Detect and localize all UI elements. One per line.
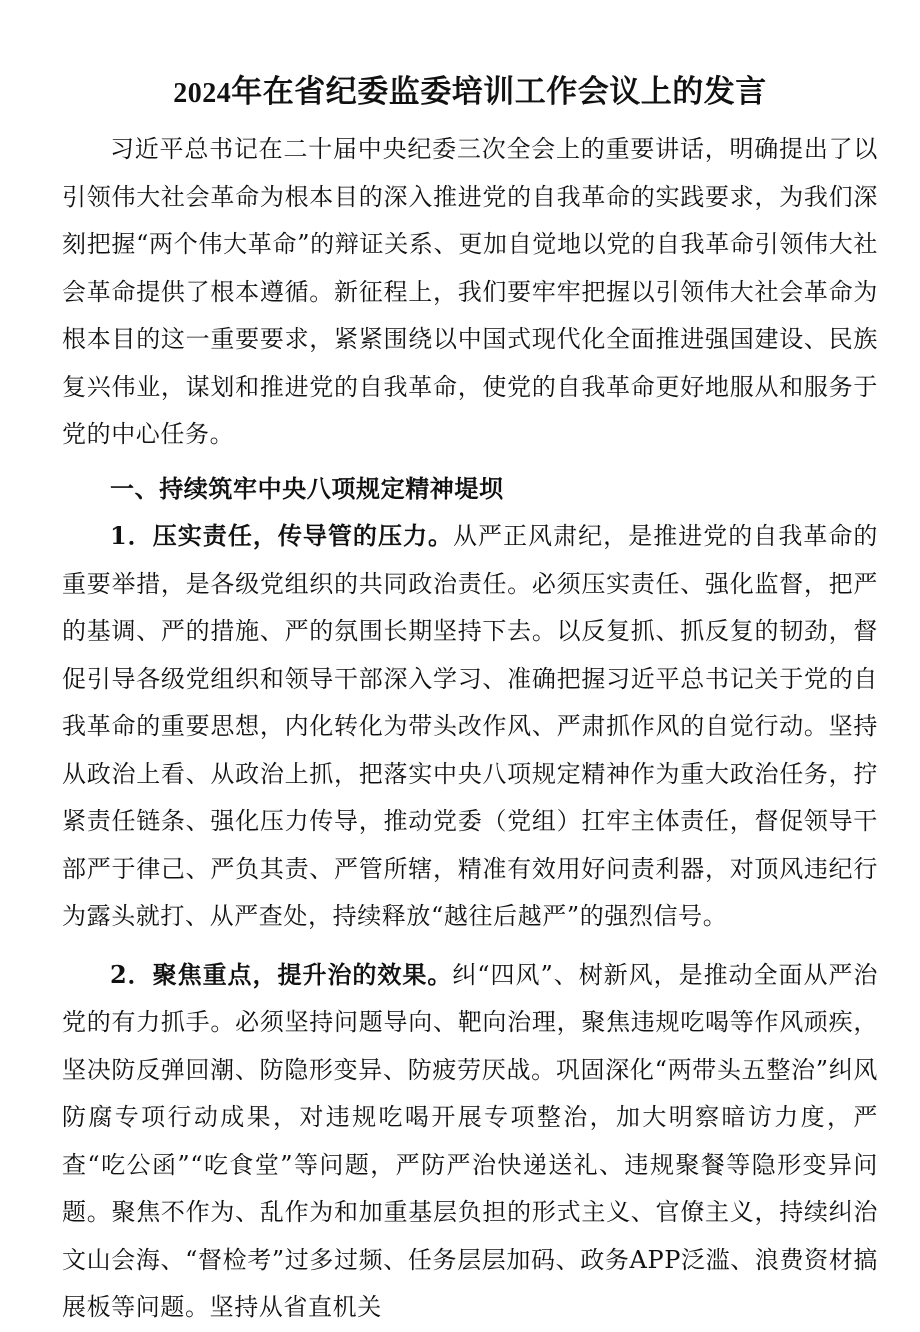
item-body-1: 从严正风肃纪，是推进党的自我革命的重要举措，是各级党组织的共同政治责任。必须压实责任、强化监督，把严的基调、严的措施、严的氛围长期坚持下去。以反复抓、抓反复的韧劲，督促引导各级党组织和领导干部深入学习、准确把握习近平总书记关于党的自我革命的重要思想，内化转化为带头改作风、严肃抓作风的自觉行动。坚持从政治上看、从政治上抓，把落实中央八项规定精神作为重大政治任务，拧紧责任链条、强化压力传导，推动党委（党组）扛牢主体责任，督促领导干部严于律己、严负其责、严管所辖，精准有效用好问责利器，对顶风违纪行为露头就打、从严查处，持续释放“越往后越严”的强烈信号。 bbox=[62, 522, 878, 930]
item-lead-1: 1．压实责任，传导管的压力。 bbox=[110, 521, 454, 550]
title-text: 年在省纪委监委培训工作会议上的发言 bbox=[231, 74, 767, 110]
document-title bbox=[62, 72, 878, 114]
section-heading-1: 一、持续筑牢中央八项规定精神堤坝 bbox=[110, 473, 504, 503]
paragraph-spacer bbox=[62, 941, 878, 951]
item-paragraph-1 bbox=[62, 512, 878, 941]
item-lead-2: 2．聚焦重点，提升治的效果。 bbox=[110, 959, 453, 989]
item-body-2: 纠“四风”、树新风，是推动全面从严治党的有力抓手。必须坚持问题导向、靶向治理，聚焦违规吃喝等作风顽疾，坚决防反弹回潮、防隐形变异、防疲劳厌战。巩固深化“两带头五整治”纠风防腐专项行动成果，对违规吃喝开展专项整治，加大明察暗访力度，严查“吃公函”“吃食堂”等问题，严防严治快递送礼、违规聚餐等隐形变异问题。聚焦不作为、乱作为和加重基层负担的形式主义、官僚主义，持续纠治文山会海、“督检考”过多过频、任务层层加码、政务APP泛滥、浪费资材搞展板等问题。坚持从省直机关 bbox=[62, 960, 878, 1321]
title-year: 2024 bbox=[173, 78, 232, 109]
intro-paragraph: 习近平总书记在二十届中央纪委三次全会上的重要讲话，明确提出了以引领伟大社会革命为根本目的深入推进党的自我革命的实践要求，为我们深刻把握“两个伟大革命”的辩证关系、更加自觉地以党的自我革命引领伟大社会革命提供了根本遵循。新征程上，我们要牢牢把握以引领伟大社会革命为根本目的这一重要要求，紧紧围绕以中国式现代化全面推进强国建设、民族复兴伟业，谋划和推进党的自我革命，使党的自我革命更好地服从和服务于党的中心任务。 bbox=[62, 135, 878, 448]
item-paragraph-2 bbox=[62, 951, 878, 1332]
